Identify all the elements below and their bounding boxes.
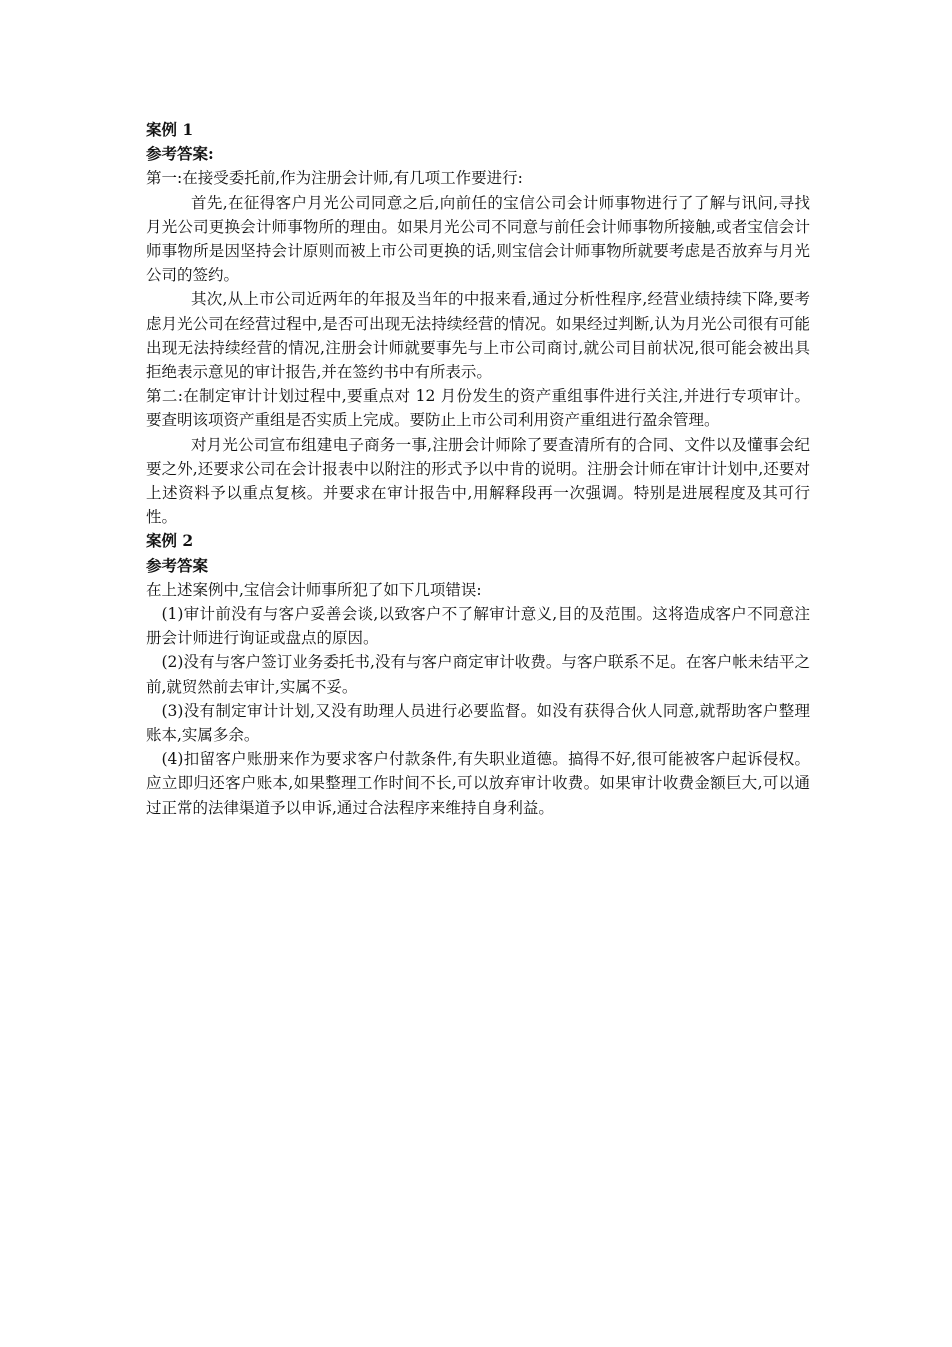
case1-first-point: 第一:在接受委托前,作为注册会计师,有几项工作要进行: <box>146 169 523 188</box>
case2-item-2: (2)没有与客户签订业务委托书,没有与客户商定审计收费。与客户联系不足。在客户帐未结平之前,就贸然前去审计,实属不妥。 <box>146 653 810 696</box>
case2-intro: 在上述案例中,宝信会计师事所犯了如下几项错误: <box>146 580 482 599</box>
case2-item-4: (4)扣留客户账册来作为要求客户付款条件,有失职业道德。搞得不好,很可能被客户起诉侵权。应立即归还客户账本,如果整理工作时间不长,可以放弃审计收费。如果审计收费金额巨大,可以通过正常的法律渠道予以申诉,通过合法程序来维持自身利益。 <box>146 750 810 817</box>
case2-answer-heading: 参考答案 <box>146 555 209 575</box>
case1-title: 案例 1 <box>146 120 194 139</box>
case2-title: 案例 2 <box>146 531 194 551</box>
case1-paragraph-second: 其次,从上市公司近两年的年报及当年的中报来看,通过分析性程序,经营业绩持续下降,要考虑月光公司在经营过程中,是否可出现无法持续经营的情况。如果经过判断,认为月光公司很有可能出现无法持续经营的情况,注册会计师就要事先与上市公司商讨,就公司目前状况,很可能会被出具拒绝表示意见的审计报告,并在签约书中有所表示。 <box>146 290 810 382</box>
case1-paragraph-ecommerce: 对月光公司宣布组建电子商务一事,注册会计师除了要查清所有的合同、文件以及懂事会纪要之外,还要求公司在会计报表中以附注的形式予以中肯的说明。注册会计师在审计计划中,还要对上述资料予以重点复核。并要求在审计报告中,用解释段再一次强调。特别是进展程度及其可行性。 <box>146 435 810 527</box>
document-page <box>146 118 810 820</box>
case1-second-point: 第二:在制定审计计划过程中,要重点对 12 月份发生的资产重组事件进行关注,并进行专项审计。要查明该项资产重组是否实质上完成。要防止上市公司利用资产重组进行盈余管理。 <box>146 387 810 430</box>
case2-item-1: (1)审计前没有与客户妥善会谈,以致客户不了解审计意义,目的及范围。这将造成客户不同意注册会计师进行询证或盘点的原因。 <box>146 605 810 648</box>
case1-paragraph-first: 首先,在征得客户月光公司同意之后,向前任的宝信公司会计师事物进行了了解与讯问,寻找月光公司更换会计师事物所的理由。如果月光公司不同意与前任会计师事物所接触,或者宝信会计师事物所是因坚持会计原则而被上市公司更换的话,则宝信会计师事物所就要考虑是否放弃与月光公司的签约。 <box>146 193 810 285</box>
case2-item-3: (3)没有制定审计计划,又没有助理人员进行必要监督。如没有获得合伙人同意,就帮助客户整理账本,实属多余。 <box>146 701 810 745</box>
case1-answer-heading: 参考答案: <box>146 144 214 164</box>
